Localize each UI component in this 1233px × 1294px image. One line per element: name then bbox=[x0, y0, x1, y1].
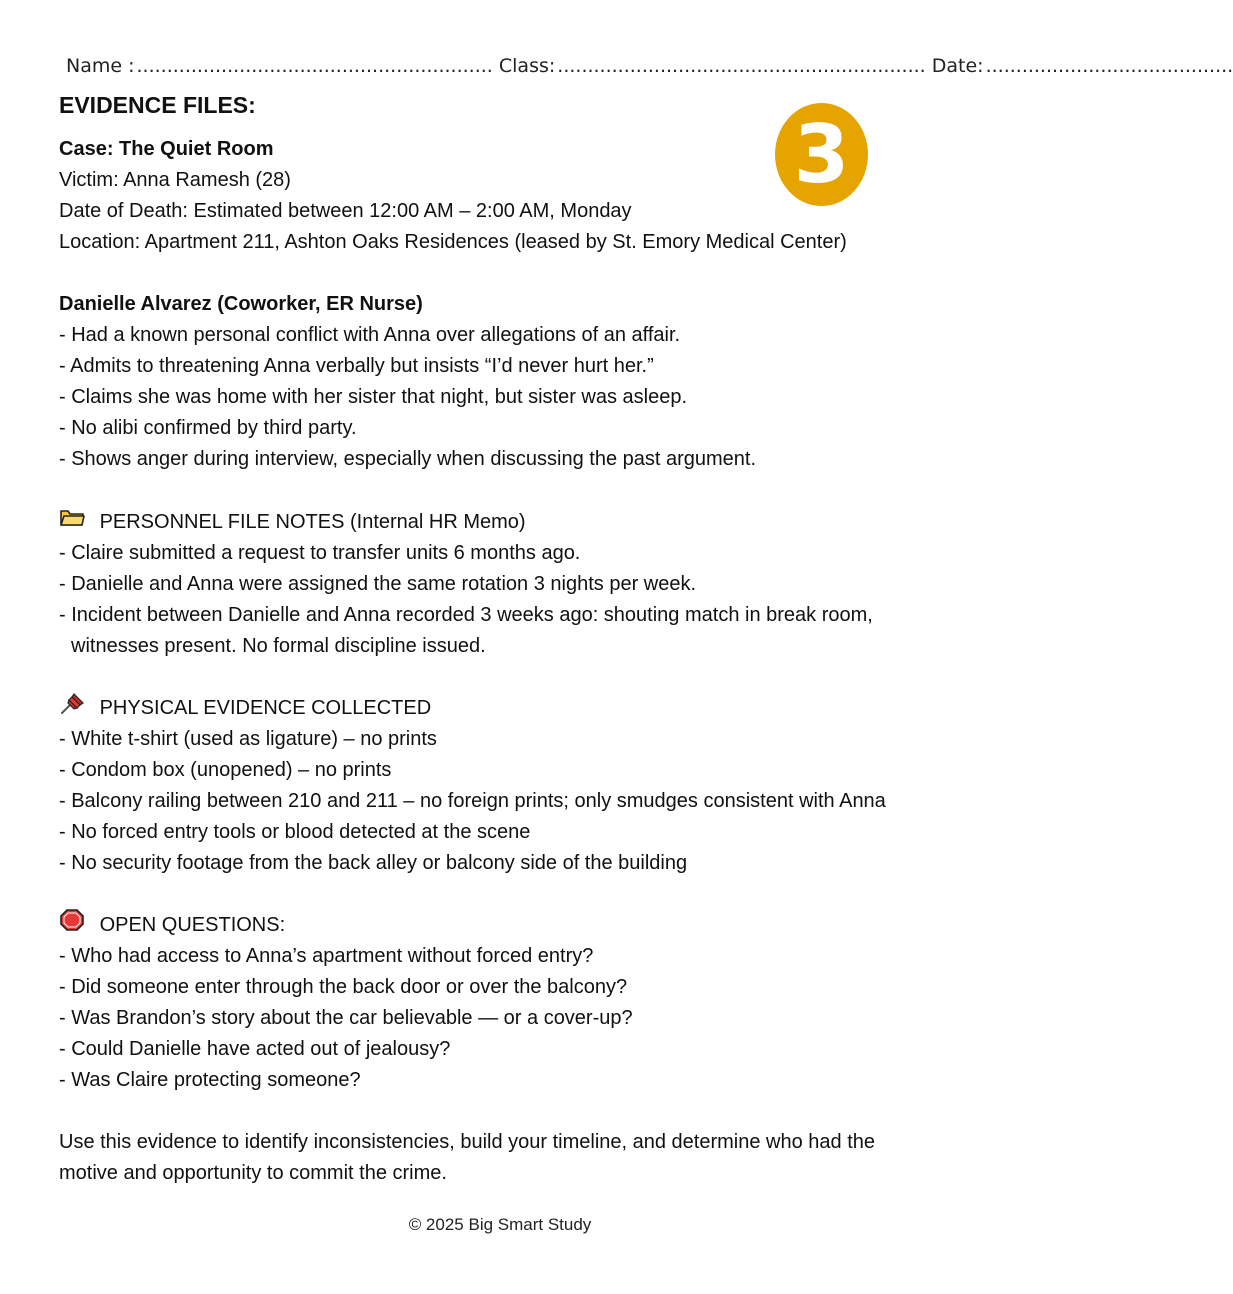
stop-sign-icon bbox=[59, 909, 85, 931]
list-item: - Claire submitted a request to transfer units 6 months ago. bbox=[59, 542, 581, 564]
physical-heading: PHYSICAL EVIDENCE COLLECTED bbox=[99, 697, 432, 719]
date-label: Date: bbox=[931, 55, 984, 77]
closing-instructions bbox=[59, 1127, 959, 1189]
case-location: Location: Apartment 211, Ashton Oaks Residences (leased by St. Emory Medical Center) bbox=[59, 231, 847, 253]
suspect-heading: Danielle Alvarez (Coworker, ER Nurse) bbox=[59, 293, 423, 315]
list-item: - No security footage from the back alley or balcony side of the building bbox=[59, 852, 688, 874]
folder-icon bbox=[59, 506, 85, 528]
class-label: Class: bbox=[498, 55, 556, 77]
page-title: EVIDENCE FILES: bbox=[59, 92, 256, 118]
suspect-section bbox=[59, 289, 959, 475]
list-item: - Incident between Danielle and Anna recorded 3 weeks ago: shouting match in break room, bbox=[59, 604, 873, 626]
list-item: - Could Danielle have acted out of jealousy? bbox=[59, 1038, 451, 1060]
personnel-heading-row bbox=[59, 506, 959, 538]
open-questions-section bbox=[59, 909, 959, 1096]
name-label: Name : bbox=[66, 55, 135, 77]
list-item: - Danielle and Anna were assigned the same rotation 3 nights per week. bbox=[59, 573, 697, 595]
list-item: - No alibi confirmed by third party. bbox=[59, 417, 357, 439]
closing-line: Use this evidence to identify inconsistencies, build your timeline, and determine who had the bbox=[59, 1131, 876, 1153]
case-summary bbox=[59, 134, 959, 258]
list-item-continuation: witnesses present. No formal discipline issued. bbox=[71, 635, 486, 657]
physical-evidence-section bbox=[59, 692, 959, 879]
questions-heading: OPEN QUESTIONS: bbox=[99, 914, 286, 936]
personnel-heading: PERSONNEL FILE NOTES (Internal HR Memo) bbox=[99, 511, 526, 533]
name-blank[interactable]: ........................................................... bbox=[136, 55, 493, 77]
closing-line: motive and opportunity to commit the crime. bbox=[59, 1162, 447, 1184]
copyright-footer: © 2025 Big Smart Study bbox=[408, 1215, 592, 1234]
list-item: - Balcony railing between 210 and 211 – no foreign prints; only smudges consistent with Anna bbox=[59, 790, 886, 812]
case-date-of-death: Date of Death: Estimated between 12:00 AM – 2:00 AM, Monday bbox=[59, 200, 632, 222]
list-item: - Claims she was home with her sister that night, but sister was asleep. bbox=[59, 386, 688, 408]
case-victim: Victim: Anna Ramesh (28) bbox=[59, 169, 291, 191]
list-item: - Condom box (unopened) – no prints bbox=[59, 759, 392, 781]
list-item: - Admits to threatening Anna verbally but insists “I’d never hurt her.” bbox=[59, 355, 654, 377]
case-title: Case: The Quiet Room bbox=[59, 138, 274, 160]
list-item: - Shows anger during interview, especially when discussing the past argument. bbox=[59, 448, 757, 470]
list-item: - Did someone enter through the back door or over the balcony? bbox=[59, 976, 628, 998]
list-item: - Was Brandon’s story about the car believable — or a cover-up? bbox=[59, 1007, 633, 1029]
list-item: - No forced entry tools or blood detected at the scene bbox=[59, 821, 531, 843]
student-info-line bbox=[66, 55, 1233, 77]
personnel-section bbox=[59, 506, 959, 662]
list-item: - Who had access to Anna’s apartment without forced entry? bbox=[59, 945, 594, 967]
class-blank[interactable]: ............................................................. bbox=[557, 55, 926, 77]
list-item: - Was Claire protecting someone? bbox=[59, 1069, 361, 1091]
physical-heading-row bbox=[59, 692, 959, 724]
pushpin-icon bbox=[59, 692, 85, 714]
date-blank[interactable]: ......................................... bbox=[985, 55, 1233, 77]
list-item: - White t-shirt (used as ligature) – no prints bbox=[59, 728, 437, 750]
list-item: - Had a known personal conflict with Anna over allegations of an affair. bbox=[59, 324, 681, 346]
file-number: 3 bbox=[793, 107, 850, 201]
questions-heading-row bbox=[59, 909, 959, 941]
